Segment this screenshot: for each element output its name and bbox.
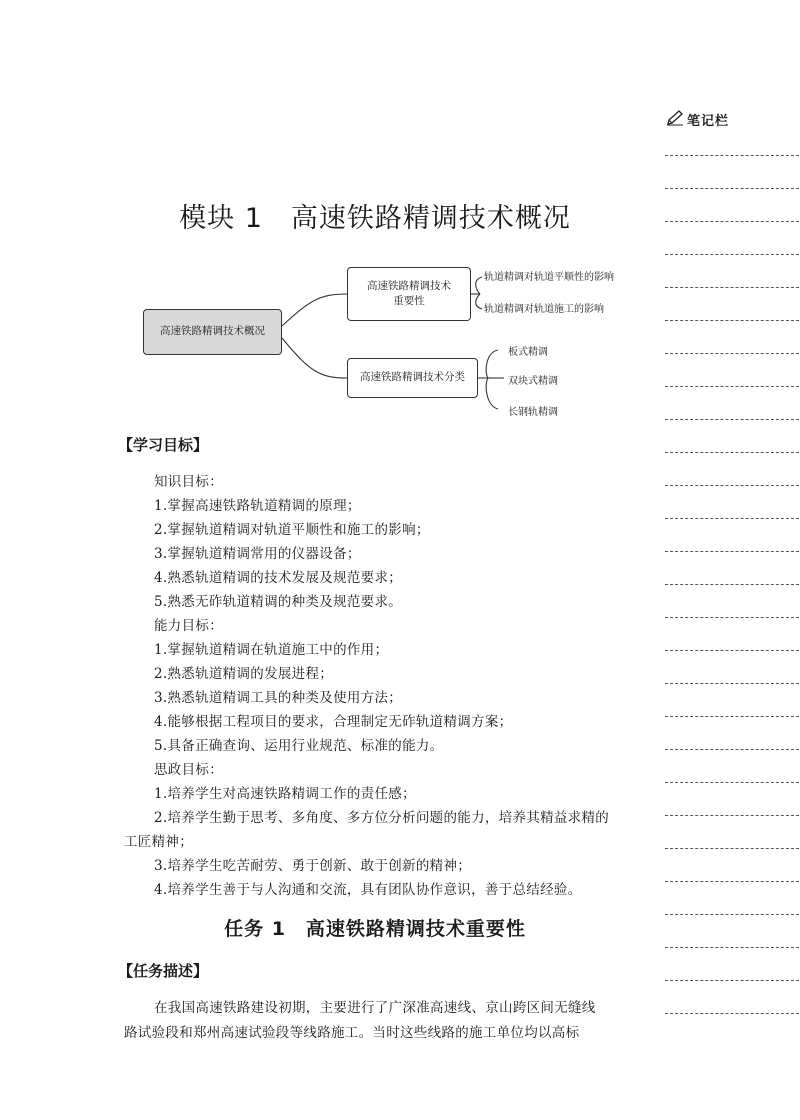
note-line	[665, 386, 799, 387]
note-line	[665, 947, 799, 948]
note-line	[665, 353, 799, 354]
ideology-goals-label: 思政目标：	[154, 762, 223, 778]
mind-map-node-label: 高速铁路精调技术分类	[360, 371, 465, 384]
knowledge-goals-label: 知识目标：	[154, 474, 223, 490]
note-line	[665, 419, 799, 420]
mind-map-root	[143, 309, 282, 355]
note-line	[665, 320, 799, 321]
objective-item: 3.培养学生吃苦耐劳、勇于创新、敢于创新的精神；	[154, 858, 472, 874]
note-line	[665, 650, 799, 651]
objective-item: 1.掌握轨道精调在轨道施工中的作用；	[154, 642, 389, 658]
note-line	[665, 518, 799, 519]
task-title: 任务 1 高速铁路精调技术重要性	[224, 918, 526, 940]
pen-icon	[666, 110, 684, 130]
objective-item: 3.熟悉轨道精调工具的种类及使用方法；	[154, 690, 403, 706]
mind-map-connectors	[0, 0, 660, 430]
module-title: 模块 1 高速铁路精调技术概况	[179, 203, 571, 234]
objective-item: 工匠精神；	[124, 834, 193, 850]
mind-map-leaf: 轨道精调对轨道平顺性的影响	[484, 272, 614, 283]
note-line	[665, 749, 799, 750]
note-line	[665, 287, 799, 288]
note-line	[665, 782, 799, 783]
note-line	[665, 221, 799, 222]
mind-map-leaf: 板式精调	[508, 347, 548, 358]
paragraph-line: 在我国高速铁路建设初期，主要进行了广深准高速线、京山跨区间无缝线	[154, 1000, 596, 1016]
objective-item: 5.具备正确查询、运用行业规范、标准的能力。	[154, 738, 444, 754]
note-line	[665, 881, 799, 882]
objective-item: 1.培养学生对高速铁路精调工作的责任感；	[154, 786, 416, 802]
note-line	[665, 551, 799, 552]
mind-map-leaf: 长钢轨精调	[508, 407, 558, 418]
learning-objectives-heading: 【学习目标】	[118, 436, 209, 454]
mind-map-leaf: 双块式精调	[508, 376, 558, 387]
notes-title: 笔记栏	[687, 114, 730, 129]
note-line	[665, 815, 799, 816]
note-line	[665, 914, 799, 915]
mind-map-node-label: 高速铁路精调技术	[367, 279, 451, 292]
mind-map-leaf: 轨道精调对轨道施工的影响	[484, 304, 604, 315]
objective-item: 2.掌握轨道精调对轨道平顺性和施工的影响；	[154, 522, 430, 538]
note-line	[665, 1013, 799, 1014]
note-line	[665, 980, 799, 981]
note-line	[665, 254, 799, 255]
mind-map-node-label: 重要性	[393, 295, 425, 307]
note-line	[665, 716, 799, 717]
objective-item: 4.能够根据工程项目的要求，合理制定无砟轨道精调方案；	[154, 714, 513, 730]
paragraph-line: 路试验段和郑州高速试验段等线路施工。当时这些线路的施工单位均以高标	[124, 1025, 580, 1041]
mind-map-node-importance	[347, 267, 471, 321]
note-line	[665, 617, 799, 618]
ability-goals-label: 能力目标：	[154, 618, 223, 634]
objective-item: 5.熟悉无砟轨道精调的种类及规范要求。	[154, 594, 403, 610]
task-description-heading: 【任务描述】	[118, 962, 209, 980]
note-line	[665, 584, 799, 585]
note-line	[665, 848, 799, 849]
note-line	[665, 155, 799, 156]
objective-item: 4.熟悉轨道精调的技术发展及规范要求；	[154, 570, 403, 586]
note-line	[665, 485, 799, 486]
objective-item: 1.掌握高速铁路轨道精调的原理；	[154, 498, 361, 514]
note-line	[665, 188, 799, 189]
note-line	[665, 452, 799, 453]
objective-item: 2.熟悉轨道精调的发展进程；	[154, 666, 334, 682]
note-line	[665, 683, 799, 684]
objective-item: 2.培养学生勤于思考、多角度、多方位分析问题的能力，培养其精益求精的	[154, 810, 610, 826]
mind-map-node-classification	[347, 358, 478, 398]
objective-item: 4.培养学生善于与人沟通和交流，具有团队协作意识，善于总结经验。	[154, 882, 582, 898]
objective-item: 3.掌握轨道精调常用的仪器设备；	[154, 546, 361, 562]
mind-map-root-label: 高速铁路精调技术概况	[160, 325, 265, 338]
